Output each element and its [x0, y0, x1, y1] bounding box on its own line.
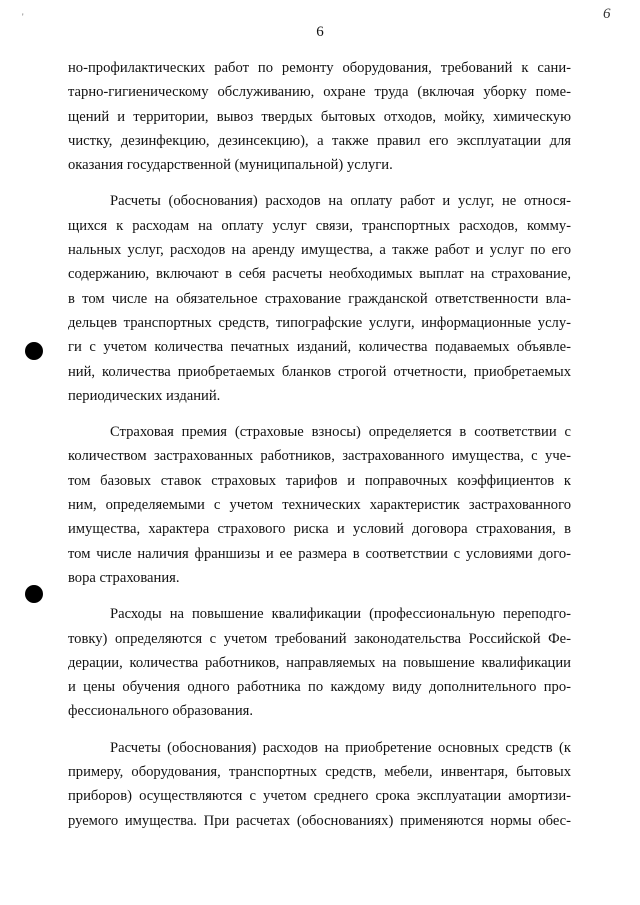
paragraph-5	[68, 736, 571, 833]
paragraph-2	[68, 189, 571, 408]
text-line: приборов) осуществляются с учетом среднего срока эксплуатации амортизи-	[68, 788, 571, 805]
text-line: Расчеты (обоснования) расходов на оплату работ и услуг, не относя-	[110, 193, 571, 210]
corner-mark: '	[22, 12, 24, 22]
text-line: периодических изданий.	[68, 387, 221, 404]
text-line: чистку, дезинфекцию, дезинсекцию), а также правил его эксплуатации для	[68, 132, 571, 149]
paragraph-3	[68, 420, 571, 590]
punch-hole	[25, 585, 43, 603]
text-line: фессионального образования.	[68, 703, 254, 720]
text-line: ги с учетом количества печатных изданий, количества подаваемых объявле-	[68, 339, 571, 356]
text-line: оказания государственной (муниципальной) услуги.	[68, 157, 393, 174]
text-line: Страховая премия (страховые взносы) определяется в соответствии с	[110, 424, 571, 441]
text-line: щений и территории, вывоз твердых бытовых отходов, мойку, химическую	[68, 108, 571, 125]
text-line: том числе наличия франшизы и ее размера в соответствии с условиями дого-	[68, 545, 571, 562]
text-line: товку) определяются с учетом требований законодательства Российской Фе-	[68, 630, 571, 647]
text-line: ним, определяемыми с учетом технических характеристик застрахованного	[68, 497, 571, 514]
text-line: но-профилактических работ по ремонту оборудования, требований к сани-	[68, 60, 571, 76]
text-line: имущества, характера страхового риска и условий договора страхования, в	[68, 521, 571, 538]
handwritten-page-number: 6	[603, 6, 611, 22]
text-line: нальных услуг, расходов на аренду имущества, а также работ и услуг по его	[68, 242, 571, 259]
punch-hole	[25, 342, 43, 360]
text-line: том базовых ставок страховых тарифов и поправочных коэффициентов к	[68, 472, 571, 489]
paragraph-4	[68, 602, 571, 723]
text-line: дерации, количества работников, направляемых на повышение квалификации	[68, 654, 571, 671]
text-line: щихся к расходам на оплату услуг связи, транспортных расходов, комму-	[68, 217, 571, 234]
text-line: в том числе на обязательное страхование гражданской ответственности вла-	[68, 290, 571, 307]
text-line: содержанию, включают в себя расчеты необходимых выплат на страхование,	[68, 266, 571, 283]
page-number: 6	[316, 24, 324, 40]
paragraph-1	[68, 56, 571, 177]
document-body	[68, 56, 571, 833]
text-line: ний, количества приобретаемых бланков строгой отчетности, приобретаемых	[68, 363, 571, 380]
text-line: тарно-гигиеническому обслуживанию, охране труда (включая уборку поме-	[68, 84, 571, 101]
text-line: вора страхования.	[68, 569, 180, 586]
text-line: и цены обучения одного работника по каждому виду дополнительного про-	[68, 679, 571, 696]
text-line: количеством застрахованных работников, застрахованного имущества, с уче-	[68, 448, 571, 465]
text-line: руемого имущества. При расчетах (обоснованиях) применяются нормы обес-	[68, 812, 571, 829]
text-line: Расходы на повышение квалификации (профессиональную переподго-	[110, 606, 571, 623]
text-line: примеру, оборудования, транспортных средств, мебели, инвентаря, бытовых	[68, 764, 571, 781]
text-line: Расчеты (обоснования) расходов на приобретение основных средств (к	[110, 739, 571, 756]
text-line: дельцев транспортных средств, типографские услуги, информационные услу-	[68, 314, 571, 331]
